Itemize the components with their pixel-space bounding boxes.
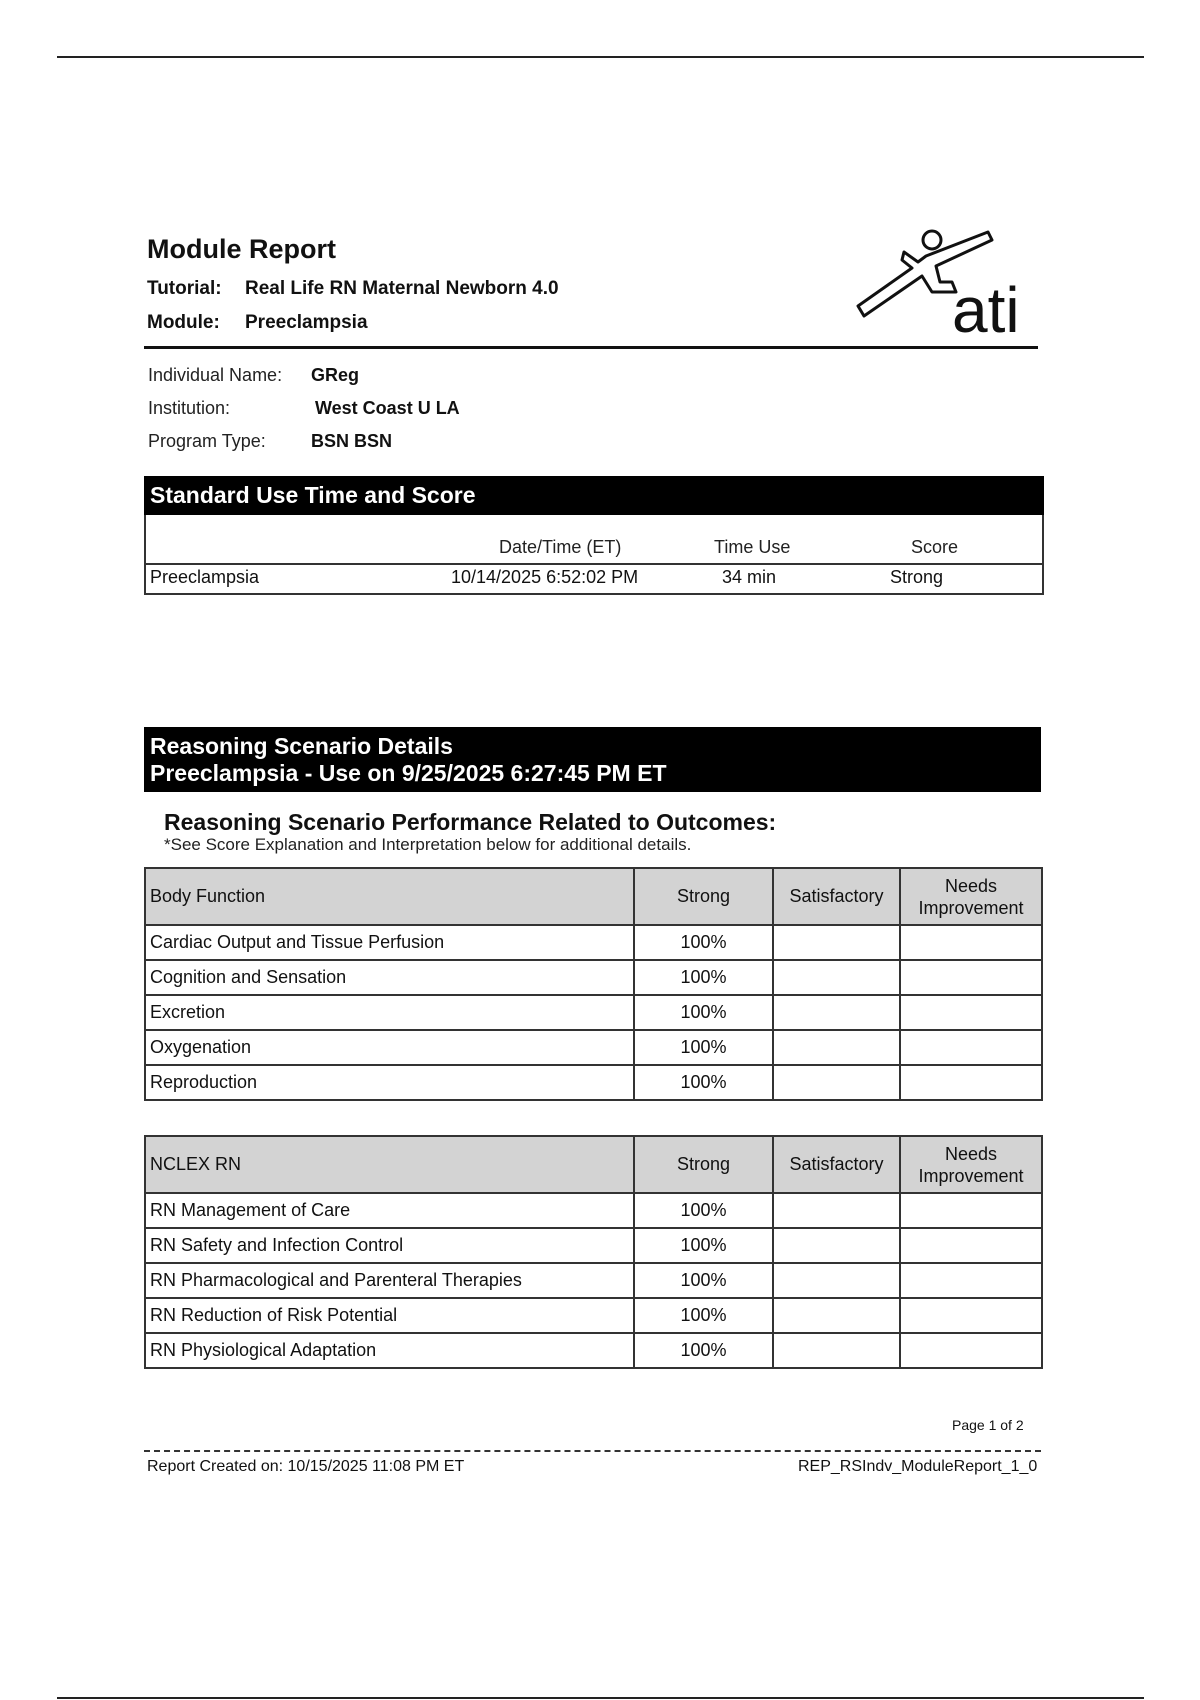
satisfactory-value [773, 925, 900, 960]
table-row [145, 1065, 1042, 1100]
standard-row-score: Strong [890, 567, 944, 587]
satisfactory-value [773, 1228, 900, 1263]
strong-column-header: Strong [634, 868, 773, 925]
strong-value: 100% [634, 1228, 773, 1263]
table-row [145, 995, 1042, 1030]
scenario-title: Reasoning Scenario Details [150, 733, 453, 759]
satisfactory-column-header: Satisfactory [773, 1136, 900, 1193]
strong-value: 100% [634, 1333, 773, 1368]
table-row [145, 1228, 1042, 1263]
standard-row-name: Preeclampsia [150, 567, 260, 587]
individual-name-value: GReg [311, 365, 360, 385]
table-row [145, 960, 1042, 995]
satisfactory-value [773, 1263, 900, 1298]
outcome-name: RN Pharmacological and Parenteral Therapies [145, 1263, 634, 1298]
individual-name-line [148, 365, 359, 386]
needs-improvement-value [900, 1193, 1042, 1228]
outcome-name: RN Management of Care [145, 1193, 634, 1228]
outcome-name: RN Physiological Adaptation [145, 1333, 634, 1368]
module-value: Preeclampsia [245, 312, 368, 333]
outcome-name: RN Reduction of Risk Potential [145, 1298, 634, 1333]
nclex-header: NCLEX RN [145, 1136, 634, 1193]
body-function-table [144, 867, 1043, 1101]
logo-text: ati [952, 274, 1020, 342]
improvement-label: Improvement [918, 897, 1024, 918]
standard-row-time-use: 34 min [722, 567, 777, 587]
scenario-section-header [144, 727, 1041, 792]
table-row [145, 1263, 1042, 1298]
scenario-subtitle: Preeclampsia - Use on 9/25/2025 6:27:45 PM ET [150, 760, 667, 786]
improvement-label: Improvement [918, 1165, 1024, 1186]
outcome-name: Reproduction [145, 1065, 634, 1100]
needs-improvement-column-header [900, 868, 1042, 925]
needs-improvement-value [900, 1065, 1042, 1100]
outcome-name: Excretion [145, 995, 634, 1030]
program-type-value: BSN BSN [311, 431, 393, 451]
report-code: REP_RSIndv_ModuleReport_1_0 [798, 1458, 1038, 1475]
needs-improvement-value [900, 1228, 1042, 1263]
needs-improvement-value [900, 1263, 1042, 1298]
needs-improvement-value [900, 925, 1042, 960]
standard-score-box [144, 515, 1044, 595]
strong-value: 100% [634, 925, 773, 960]
table-header-row [145, 1136, 1042, 1193]
institution-label: Institution: [148, 398, 231, 418]
satisfactory-value [773, 1333, 900, 1368]
needs-improvement-value [900, 1298, 1042, 1333]
strong-value: 100% [634, 1193, 773, 1228]
satisfactory-value [773, 1030, 900, 1065]
satisfactory-column-header: Satisfactory [773, 868, 900, 925]
tutorial-line [147, 278, 559, 300]
needs-improvement-value [900, 995, 1042, 1030]
satisfactory-value [773, 995, 900, 1030]
strong-column-header: Strong [634, 1136, 773, 1193]
page-top-rule [57, 56, 1144, 58]
satisfactory-value [773, 960, 900, 995]
report-created: Report Created on: 10/15/2025 11:08 PM ET [147, 1458, 465, 1475]
individual-name-label: Individual Name: [148, 365, 283, 385]
strong-value: 100% [634, 1065, 773, 1100]
standard-header-divider [146, 563, 1042, 565]
institution-value: West Coast U LA [315, 398, 460, 418]
standard-section-header: Standard Use Time and Score [144, 476, 1044, 515]
page-number: Page 1 of 2 [952, 1417, 1024, 1433]
outcome-name: RN Safety and Infection Control [145, 1228, 634, 1263]
datetime-column-header: Date/Time (ET) [499, 537, 622, 557]
header-divider [144, 346, 1038, 349]
needs-improvement-value [900, 1333, 1042, 1368]
outcome-name: Cognition and Sensation [145, 960, 634, 995]
standard-row-datetime: 10/14/2025 6:52:02 PM [451, 567, 639, 587]
program-type-line [148, 431, 392, 452]
footer-divider [144, 1450, 1041, 1452]
strong-value: 100% [634, 995, 773, 1030]
table-row [145, 925, 1042, 960]
table-row [145, 1030, 1042, 1065]
time-use-column-header: Time Use [714, 537, 791, 557]
needs-label: Needs [944, 1143, 998, 1164]
module-line [147, 312, 368, 334]
satisfactory-value [773, 1298, 900, 1333]
body-function-header: Body Function [145, 868, 634, 925]
module-label: Module: [147, 312, 220, 333]
page-bottom-rule [57, 1697, 1144, 1699]
institution-line [148, 398, 460, 419]
tutorial-label: Tutorial: [147, 278, 222, 299]
needs-improvement-value [900, 960, 1042, 995]
performance-note: *See Score Explanation and Interpretation below for additional details. [164, 835, 692, 854]
program-type-label: Program Type: [148, 431, 266, 451]
satisfactory-value [773, 1193, 900, 1228]
table-row [145, 1193, 1042, 1228]
needs-label: Needs [944, 875, 998, 896]
outcome-name: Cardiac Output and Tissue Perfusion [145, 925, 634, 960]
score-column-header: Score [911, 537, 959, 557]
table-header-row [145, 868, 1042, 925]
strong-value: 100% [634, 960, 773, 995]
table-row [145, 1298, 1042, 1333]
tutorial-value: Real Life RN Maternal Newborn 4.0 [245, 278, 559, 299]
strong-value: 100% [634, 1030, 773, 1065]
ati-logo [852, 226, 1042, 342]
strong-value: 100% [634, 1298, 773, 1333]
page-title: Module Report [147, 234, 336, 264]
satisfactory-value [773, 1065, 900, 1100]
needs-improvement-value [900, 1030, 1042, 1065]
nclex-table [144, 1135, 1043, 1369]
outcome-name: Oxygenation [145, 1030, 634, 1065]
performance-title: Reasoning Scenario Performance Related to Outcomes: [164, 809, 777, 835]
strong-value: 100% [634, 1263, 773, 1298]
needs-improvement-column-header [900, 1136, 1042, 1193]
table-row [145, 1333, 1042, 1368]
